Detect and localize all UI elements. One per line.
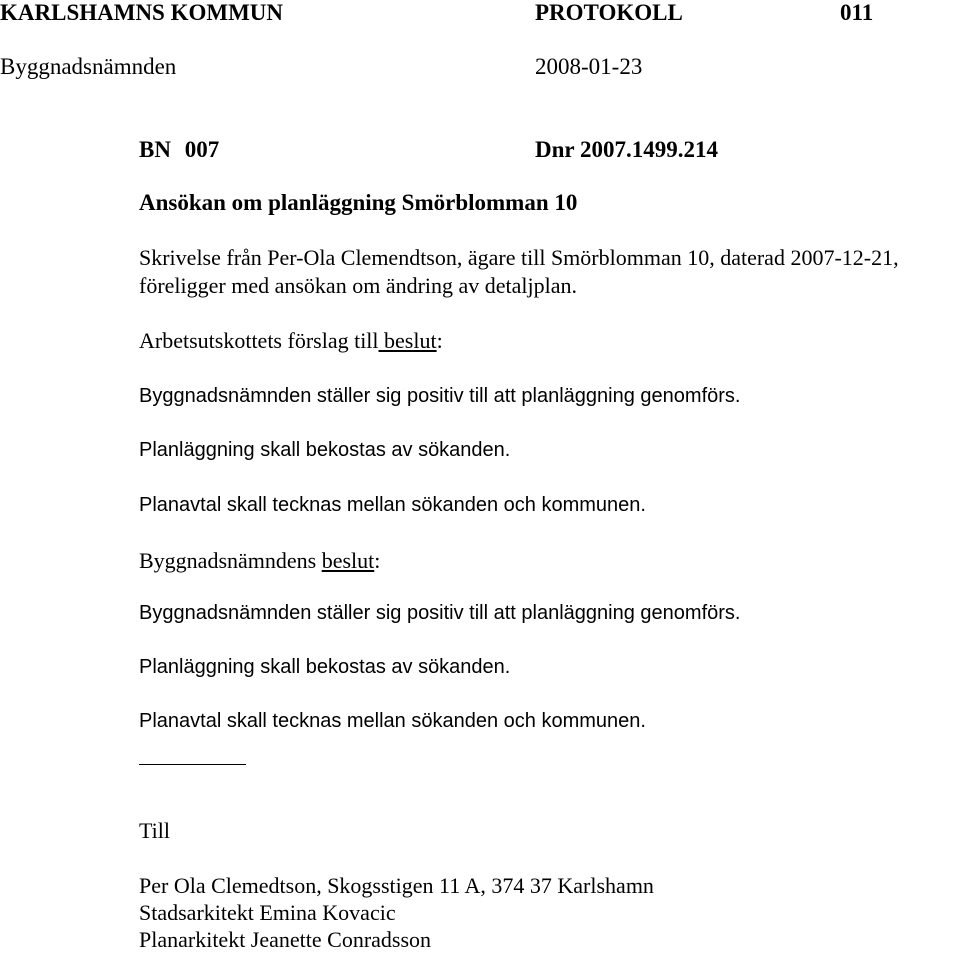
decision-heading — [139, 548, 380, 574]
document-type: PROTOKOLL — [535, 0, 683, 25]
recipient-1: Per Ola Clemedtson, Skogsstigen 11 A, 374 37 Karlshamn — [139, 873, 654, 898]
recipient-2: Stadsarkitekt Emina Kovacic — [139, 900, 396, 925]
proposal-heading-prefix: Arbetsutskottets förslag till — [139, 328, 379, 353]
recipient-3: Planarkitekt Jeanette Conradsson — [139, 927, 432, 952]
proposal-heading — [139, 328, 443, 354]
case-title: Ansökan om planläggning Smörblomman 10 — [139, 190, 578, 215]
distribution-label: Till — [139, 818, 171, 843]
case-dnr — [535, 137, 718, 163]
bn-label: BN — [139, 137, 171, 162]
decision-heading-underlined: beslut — [321, 548, 375, 573]
separator-line — [139, 764, 246, 765]
decision-heading-suffix: : — [374, 548, 381, 573]
proposal-item-3: Planavtal skall tecknas mellan sökanden och kommunen. — [139, 494, 646, 516]
decision-item-1: Byggnadsnämnden ställer sig positiv till att planläggning genomförs. — [139, 602, 741, 624]
decision-heading-prefix: Byggnadsnämndens — [139, 548, 322, 573]
dnr-number: 2007.1499.214 — [579, 137, 718, 162]
decision-item-3: Planavtal skall tecknas mellan sökanden och kommunen. — [139, 710, 646, 732]
decision-item-2: Planläggning skall bekostas av sökanden. — [139, 656, 511, 678]
proposal-heading-underlined: beslut — [378, 328, 437, 353]
municipality-name: KARLSHAMNS KOMMUN — [0, 0, 284, 25]
meeting-date: 2008-01-23 — [535, 54, 643, 79]
dnr-label: Dnr — [535, 137, 575, 162]
proposal-item-1: Byggnadsnämnden ställer sig positiv till att planläggning genomförs. — [139, 385, 741, 407]
page-number: 011 — [840, 0, 874, 25]
committee-name: Byggnadsnämnden — [0, 54, 177, 79]
bn-number: 007 — [184, 137, 220, 162]
case-bn — [139, 137, 219, 163]
case-description-line2: föreligger med ansökan om ändring av detaljplan. — [139, 273, 578, 298]
proposal-item-2: Planläggning skall bekostas av sökanden. — [139, 439, 511, 461]
case-description-line1: Skrivelse från Per-Ola Clemendtson, ägare till Smörblomman 10, daterad 2007-12-21, — [139, 245, 899, 270]
proposal-heading-suffix: : — [436, 328, 443, 353]
